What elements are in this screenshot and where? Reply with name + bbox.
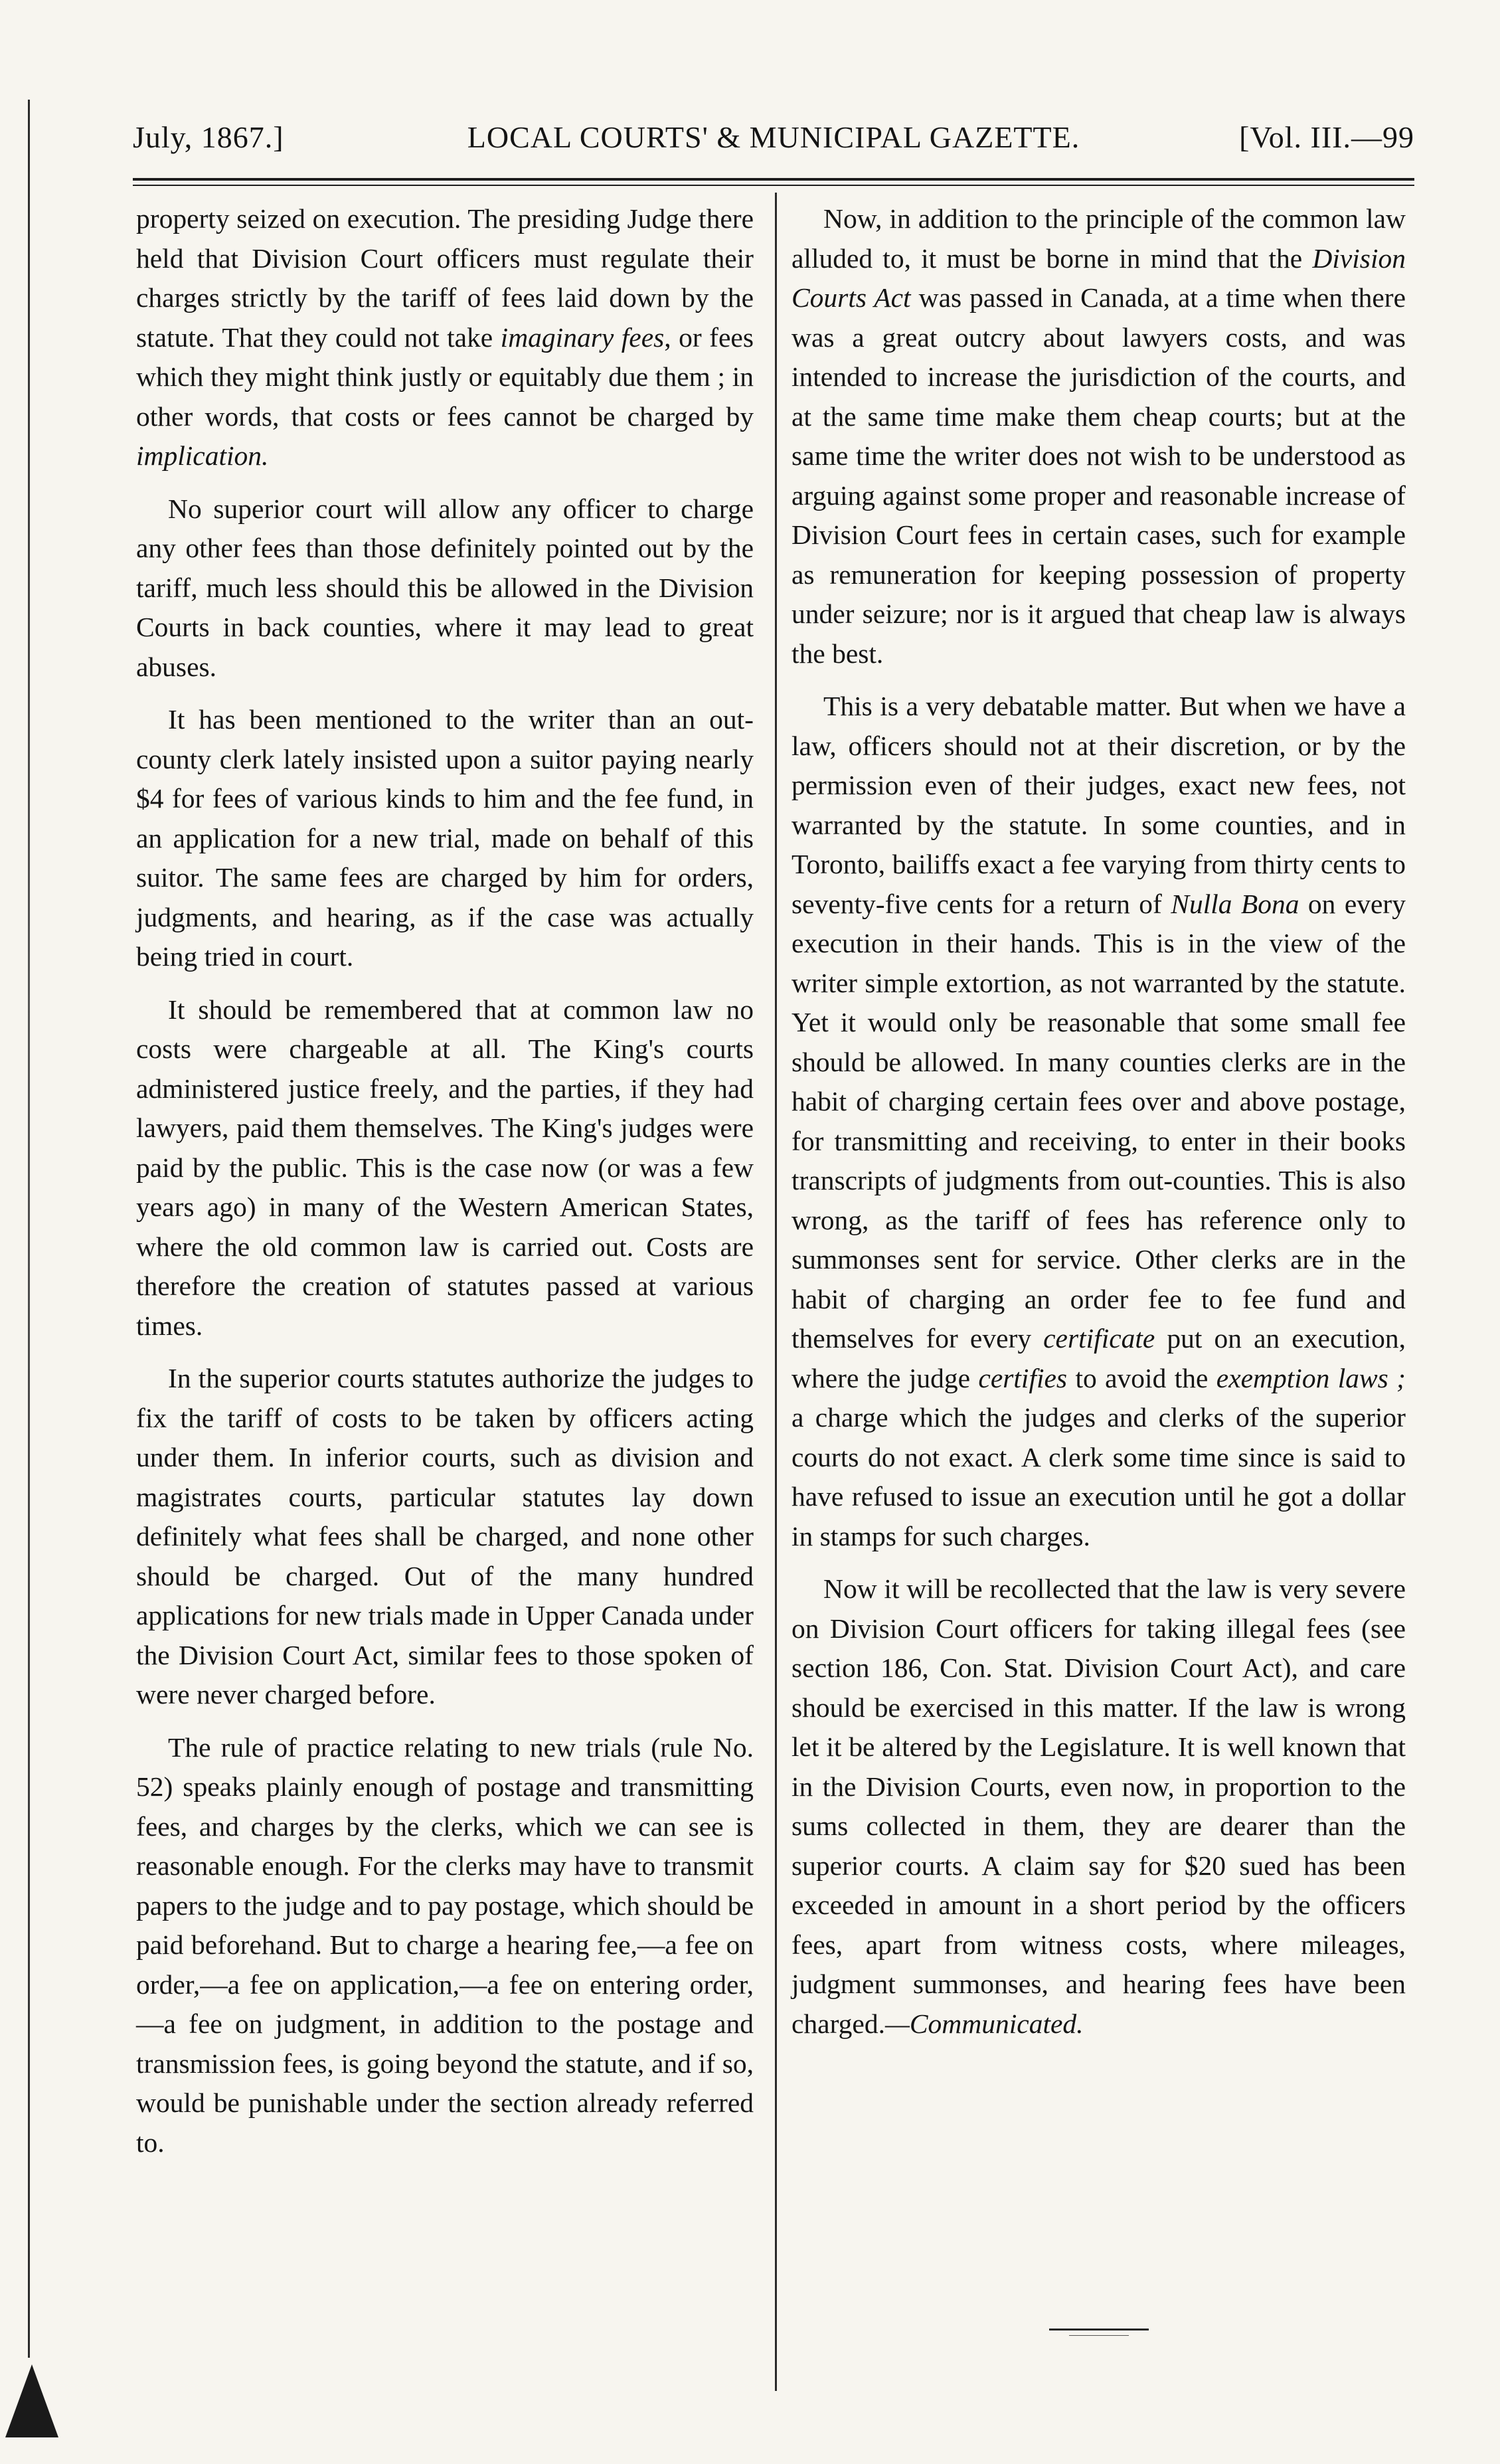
column-divider xyxy=(775,193,777,2391)
header-rule-thick xyxy=(133,178,1414,181)
page-binding-edge xyxy=(28,100,30,2358)
header-volume-page: [Vol. III.—99 xyxy=(1239,120,1414,154)
running-header xyxy=(133,120,1414,173)
header-title: LOCAL COURTS' & MUNICIPAL GAZETTE. xyxy=(467,120,1080,154)
paragraph: In the superior courts statutes authorize the judges to fix the tariff of costs to be taken by officers acting under them. In inferior courts, such as division and magistrates courts, particular statutes lay down definitely what fees shall be charged, and none other should be charged. Out of the many hundred applications for new trials made in Upper Canada under the Division Court Act, similar fees to those spoken of were never charged before. xyxy=(136,1363,754,1710)
article-end-rule xyxy=(1049,2329,1149,2331)
paragraph: Now it will be recollected that the law is very severe on Division Court officers for taking illegal fees (see section 186, Con. Stat. Division Court Act), and care should be exercised in this matter. If the law is wrong let it be altered by the Legislature. It is well known that in the Division Courts, even now, in proportion to the sums collected in them, they are dearer than the superior courts. A claim say for $20 sued has been exceeded in amount in a short period by the officers fees, apart from witness costs, where mileages, judgment summonses, and hearing fees have been charged.—Communicated. xyxy=(792,1573,1406,2039)
binding-corner-mark xyxy=(5,2364,58,2437)
header-rule-thin xyxy=(133,185,1414,186)
left-column xyxy=(136,199,754,2176)
right-column xyxy=(792,199,1406,2057)
paragraph: This is a very debatable matter. But when we have a law, officers should not at their discretion, or by the permission even of their judges, exact new fees, not warranted by the statute. In some counties, and in Toronto, bailiffs exact a fee varying from thirty cents to seventy-five cents for a return of Nulla Bona on every execution in their hands. This is in the view of the writer simple extortion, as not warranted by the statute. Yet it would only be reasonable that some small fee should be allowed. In many counties clerks are in the habit of charging certain fees over and above postage, for transmitting and receiving, to enter in their books transcripts of judgments from out-counties. This is also wrong, as the tariff of fees has reference only to summonses sent for service. Other clerks are in the habit of charging an order fee to fee fund and themselves for every certificate put on an execution, where the judge certifies to avoid the exemption laws ; a charge which the judges and clerks of the superior courts do not exact. A clerk some time since is said to have refused to issue an execution until he got a dollar in stamps for such charges. xyxy=(792,691,1406,1551)
paragraph: It should be remembered that at common law no costs were chargeable at all. The King's courts administered justice freely, and the parties, if they had lawyers, paid them themselves. The King's judges were paid by the public. This is the case now (or was a few years ago) in many of the Western American States, where the old common law is carried out. Costs are therefore the creation of statutes passed at various times. xyxy=(136,994,754,1341)
paragraph: No superior court will allow any officer to charge any other fees than those definitely pointed out by the tariff, much less should this be allowed in the Division Courts in back counties, where it may lead to great abuses. xyxy=(136,493,754,682)
paragraph: The rule of practice relating to new trials (rule No. 52) speaks plainly enough of postage and transmitting fees, and charges by the clerks, which we can see is reasonable enough. For the clerks may have to transmit papers to the judge and to pay postage, which should be paid beforehand. But to charge a hearing fee,—a fee on order,—a fee on application,—a fee on entering order,—a fee on judgment, in addition to the postage and transmission fees, is going beyond the statute, and if so, would be punishable under the section already referred to. xyxy=(136,1731,754,2158)
paragraph: property seized on execution. The presiding Judge there held that Division Court officers must regulate their charges strictly by the tariff of fees laid down by the statute. That they could not take imaginary fees, or fees which they might think justly or equitably due them ; in other words, that costs or fees cannot be charged by implication. xyxy=(136,203,754,471)
signature: —Communicated. xyxy=(884,2008,1084,2039)
header-date: July, 1867.] xyxy=(133,120,284,154)
paragraph: Now, in addition to the principle of the common law alluded to, it must be borne in mind that the Division Courts Act was passed in Canada, at a time when there was a great outcry about lawyers costs, and was intended to increase the jurisdiction of the courts, and at the same time make them cheap courts; but at the same time the writer does not wish to be understood as arguing against some proper and reasonable increase of Division Court fees in certain cases, such for example as remuneration for keeping possession of property under seizure; nor is it argued that cheap law is always the best. xyxy=(792,203,1406,669)
paragraph: It has been mentioned to the writer than an out-county clerk lately insisted upon a suitor paying nearly $4 for fees of various kinds to him and the fee fund, in an application for a new trial, made on behalf of this suitor. The same fees are charged by him for orders, judgments, and hearing, as if the case was actually being tried in court. xyxy=(136,704,754,972)
